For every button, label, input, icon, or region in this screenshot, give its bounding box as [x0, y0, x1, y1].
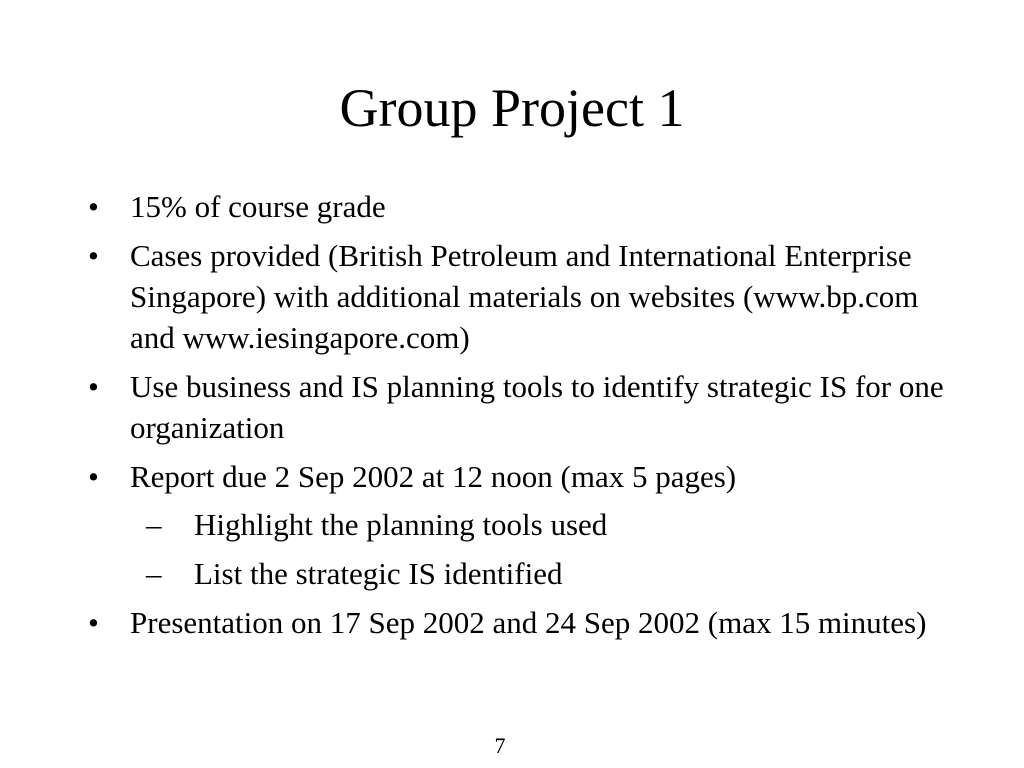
- bullet-item: [88, 235, 948, 358]
- sub-bullet-item: [130, 553, 948, 594]
- bullet-item: [88, 186, 948, 227]
- slide-title: Group Project 1: [339, 78, 685, 138]
- bullet-marker-icon: •: [88, 459, 99, 494]
- bullet-marker-icon: •: [88, 189, 99, 224]
- bullet-marker-icon: •: [88, 238, 99, 273]
- bullet-list: [88, 186, 948, 651]
- bullet-text: Use business and IS planning tools to identify strategic IS for one organization: [130, 369, 944, 445]
- page-number: 7: [494, 733, 506, 758]
- sub-bullet-text: List the strategic IS identified: [194, 556, 563, 591]
- bullet-item: [88, 366, 948, 448]
- bullet-text: 15% of course grade: [130, 189, 386, 224]
- bullet-text: Cases provided (British Petroleum and International Enterprise Singapore) with additional materials on websites (www.bp.com and www.iesingapore.com): [130, 238, 919, 355]
- bullet-marker-icon: •: [88, 369, 99, 404]
- sub-bullet-marker-icon: –: [146, 507, 162, 542]
- bullet-item: [88, 456, 948, 594]
- sub-bullet-list: [130, 504, 948, 594]
- bullet-item: [88, 602, 948, 643]
- bullet-marker-icon: •: [88, 605, 99, 640]
- sub-bullet-item: [130, 504, 948, 545]
- bullet-text: Presentation on 17 Sep 2002 and 24 Sep 2002 (max 15 minutes): [130, 605, 927, 640]
- sub-bullet-marker-icon: –: [146, 556, 162, 591]
- bullet-text: Report due 2 Sep 2002 at 12 noon (max 5 pages): [130, 459, 737, 494]
- sub-bullet-text: Highlight the planning tools used: [194, 507, 608, 542]
